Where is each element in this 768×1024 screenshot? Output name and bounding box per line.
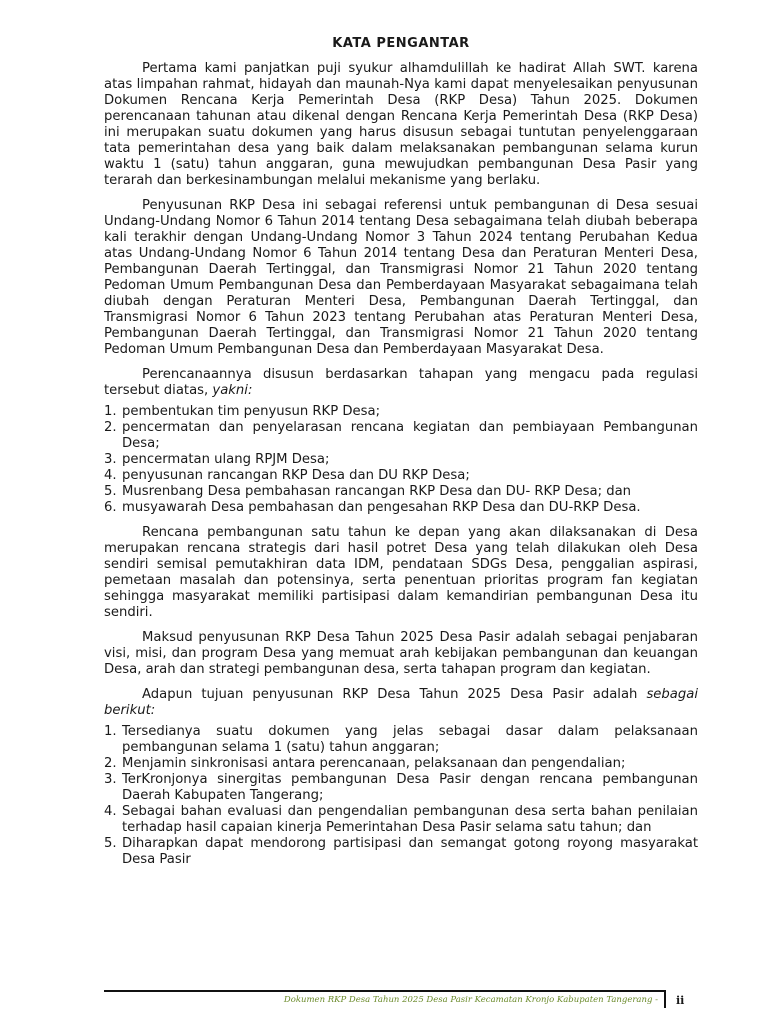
list-item	[104, 756, 698, 772]
list-item	[104, 420, 698, 452]
list-item	[104, 804, 698, 836]
list-number: 4.	[104, 804, 117, 819]
paragraph-6-lead: Adapun tujuan penyusunan RKP Desa Tahun 2025 Desa Pasir adalah	[142, 687, 647, 702]
list-text: penyusunan rancangan RKP Desa dan DU RKP Desa;	[122, 468, 470, 483]
list-number: 2.	[104, 756, 117, 771]
paragraph-6	[104, 687, 698, 719]
list-text: Sebagai bahan evaluasi dan pengendalian pembangunan desa serta bahan penilaian terhadap hasil capaian kinerja Pemerintahan Desa Pasir selama satu tahun; dan	[122, 804, 698, 835]
list-item	[104, 500, 698, 516]
paragraph-2: Penyusunan RKP Desa ini sebagai referensi untuk pembangunan di Desa sesuai Undang-Undang Nomor 6 Tahun 2014 tentang Desa sebagaimana telah diubah beberapa kali terakhir dengan Undang-Undang Nomor 3 Tahun 2024 tentang Perubahan Kedua atas Undang-Undang Nomor 6 Tahun 2014 tentang Desa dan Peraturan Menteri Desa, Pembangunan Daerah Tertinggal, dan Transmigrasi Nomor 21 Tahun 2020 tentang Pedoman Umum Pembangunan Desa dan Pemberdayaan Masyarakat sebagaimana telah diubah dengan Peraturan Menteri Desa, Pembangunan Daerah Tertinggal, dan Transmigrasi Nomor 6 Tahun 2023 tentang Perubahan atas Peraturan Menteri Desa, Pembangunan Daerah Tertinggal, dan Transmigrasi Nomor 21 Tahun 2020 tentang Pedoman Umum Pembangunan Desa dan Pemberdayaan Masyarakat Desa.	[104, 198, 698, 357]
footer-rule	[104, 990, 664, 992]
list-number: 6.	[104, 500, 117, 515]
list-item	[104, 484, 698, 500]
list-number: 3.	[104, 772, 117, 787]
paragraph-3-italic: yakni:	[212, 383, 253, 398]
page-title: KATA PENGANTAR	[332, 36, 470, 51]
list-item	[104, 452, 698, 468]
list-number: 1.	[104, 724, 117, 739]
list-item	[104, 468, 698, 484]
tahapan-list	[104, 404, 698, 516]
document-page	[104, 36, 698, 877]
list-number: 2.	[104, 420, 117, 435]
list-text: Menjamin sinkronisasi antara perencanaan, pelaksanaan dan pengendalian;	[122, 756, 626, 771]
list-number: 1.	[104, 404, 117, 419]
page-number: ii	[676, 994, 685, 1007]
list-item	[104, 836, 698, 868]
page-footer	[104, 990, 698, 1012]
list-number: 3.	[104, 452, 117, 467]
paragraph-4: Rencana pembangunan satu tahun ke depan yang akan dilaksanakan di Desa merupakan rencana strategis dari hasil potret Desa yang telah dilakukan oleh Desa sendiri semisal pemutakhiran data IDM, pendataan SDGs Desa, penggalian aspirasi, pemetaan masalah dan potensinya, serta penentuan prioritas program fan kegiatan sehingga masyarakat memiliki partisipasi dalam kemandirian pembangunan Desa itu sendiri.	[104, 525, 698, 620]
list-item	[104, 772, 698, 804]
paragraph-5: Maksud penyusunan RKP Desa Tahun 2025 Desa Pasir adalah sebagai penjabaran visi, misi, dan program Desa yang memuat arah kebijakan pembangunan dan keuangan Desa, arah dan strategi pembangunan desa, serta tahapan program dan kegiatan.	[104, 630, 698, 677]
paragraph-6-italic: sebagai berikut:	[104, 687, 698, 718]
footer-text: Dokumen RKP Desa Tahun 2025 Desa Pasir Kecamatan Kronjo Kabupaten Tangerang -	[283, 995, 658, 1005]
list-text: musyawarah Desa pembahasan dan pengesahan RKP Desa dan DU-RKP Desa.	[122, 500, 641, 515]
paragraph-3	[104, 367, 698, 399]
list-item	[104, 724, 698, 756]
list-text: Tersedianya suatu dokumen yang jelas sebagai dasar dalam pelaksanaan pembangunan selama 1 (satu) tahun anggaran;	[122, 724, 698, 755]
list-text: TerKronjonya sinergitas pembangunan Desa Pasir dengan rencana pembangunan Daerah Kabupaten Tangerang;	[122, 772, 698, 803]
list-number: 4.	[104, 468, 117, 483]
list-text: Diharapkan dapat mendorong partisipasi dan semangat gotong royong masyarakat Desa Pasir	[122, 836, 698, 867]
paragraph-1: Pertama kami panjatkan puji syukur alhamdulillah ke hadirat Allah SWT. karena atas limpahan rahmat, hidayah dan maunah-Nya kami dapat menyelesaikan penyusunan Dokumen Rencana Kerja Pemerintah Desa (RKP Desa) Tahun 2025. Dokumen perencanaan tahunan atau dikenal dengan Rencana Kerja Pemerintah Desa (RKP Desa) ini merupakan suatu dokumen yang harus disusun sebagai tuntutan penyelenggaraan tata pemerintahan desa yang baik dalam melaksanakan pembangunan selama kurun waktu 1 (satu) tahun anggaran, guna mewujudkan pembangunan Desa Pasir yang terarah dan berkesinambungan melalui mekanisme yang berlaku.	[104, 61, 698, 188]
footer-rule-vertical	[664, 990, 666, 1008]
paragraph-3-lead: Perencanaannya disusun berdasarkan tahapan yang mengacu pada regulasi tersebut diatas,	[104, 367, 698, 398]
list-text: Musrenbang Desa pembahasan rancangan RKP Desa dan DU- RKP Desa; dan	[122, 484, 632, 499]
list-number: 5.	[104, 484, 117, 499]
list-item	[104, 404, 698, 420]
list-text: pencermatan dan penyelarasan rencana kegiatan dan pembiayaan Pembangunan Desa;	[122, 420, 698, 451]
list-text: pencermatan ulang RPJM Desa;	[122, 452, 330, 467]
list-text: pembentukan tim penyusun RKP Desa;	[122, 404, 381, 419]
tujuan-list	[104, 724, 698, 868]
list-number: 5.	[104, 836, 117, 851]
